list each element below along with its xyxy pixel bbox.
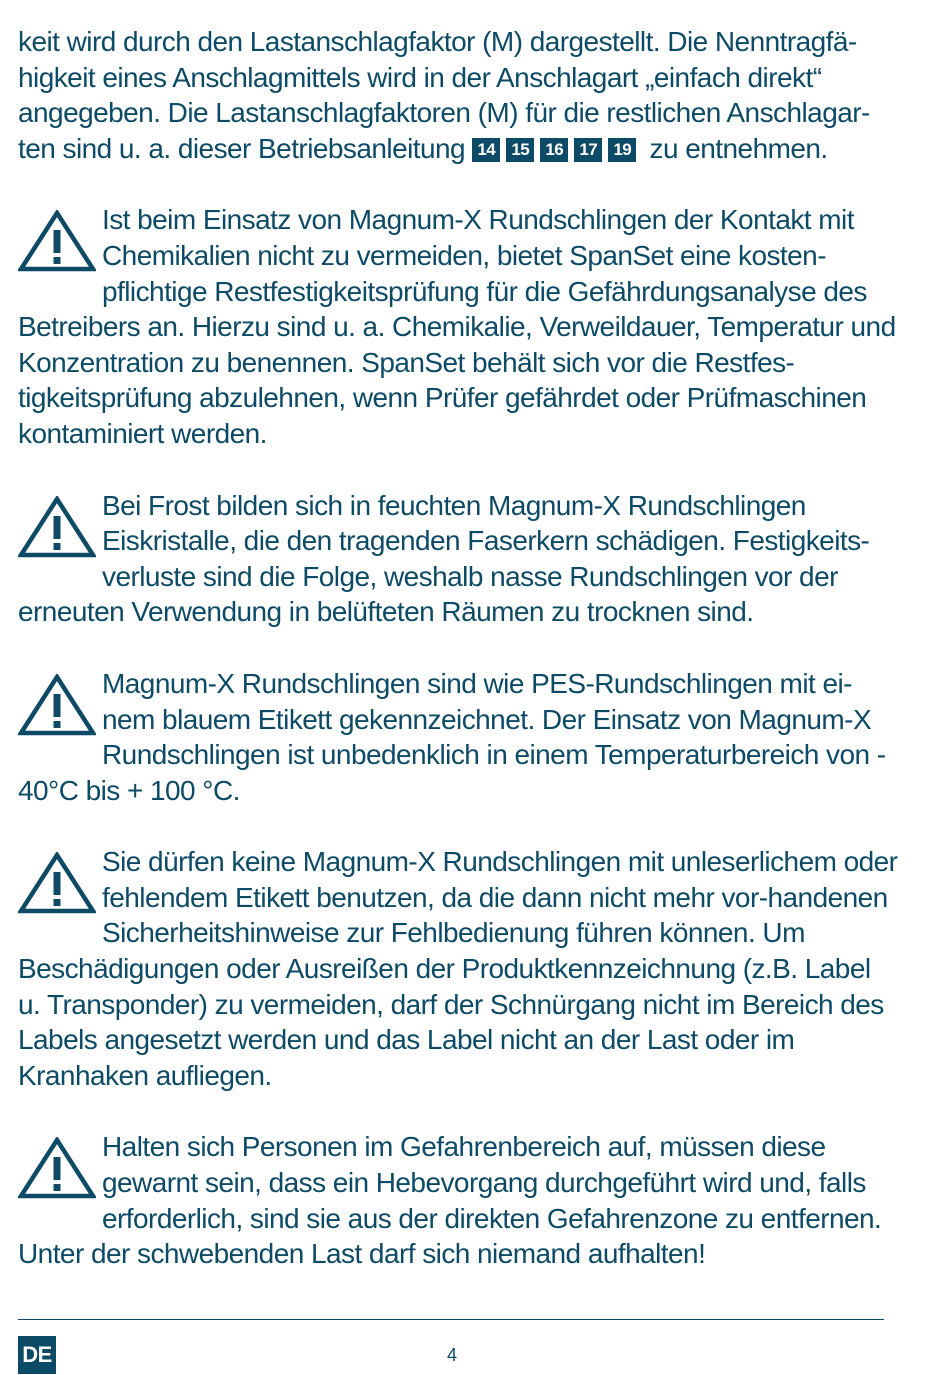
figure-ref-badge: 17 <box>574 138 602 162</box>
figure-ref-badge: 16 <box>540 138 568 162</box>
warning-block-label <box>18 844 898 1093</box>
figure-ref-badge: 19 <box>608 138 636 162</box>
intro-text-before: keit wird durch den Lastanschlagfaktor (M) dargestellt. Die Nenntragfä-higkeit eines Anschlagmittels wird in der Anschlagart „einfach direkt“ angegeben. Die Lastanschlagfaktoren (M) für die restlichen Anschlagar-ten sind u. a. dieser Betriebsanleitung <box>18 26 870 164</box>
figure-ref-badge: 15 <box>506 138 534 162</box>
warning-triangle-icon <box>18 496 98 560</box>
warning-text: Bei Frost bilden sich in feuchten Magnum-X Rundschlingen Eiskristalle, die den tragenden Faserkern schädigen. Festigkeits-verluste sind die Folge, weshalb nasse Rundschlingen vor der erneuten Verwendung in belüfteten Räumen zu trocknen sind. <box>18 489 870 628</box>
figure-ref-badge: 14 <box>472 138 500 162</box>
document-page <box>18 24 898 1308</box>
warning-block-temperature <box>18 666 898 808</box>
warning-triangle-icon <box>18 210 98 274</box>
warning-text: Halten sich Personen im Gefahrenbereich auf, müssen diese gewarnt sein, dass ein Hebevorgang durchgeführt wird und, falls erforderlich, sind sie aus der direkten Gefahrenzone zu entfernen. Unter der schwebenden Last darf sich niemand aufhalten! <box>18 1131 882 1270</box>
warning-triangle-icon <box>18 1137 98 1201</box>
warning-triangle-icon <box>18 674 98 738</box>
warning-block-chemicals <box>18 202 898 451</box>
warning-text: Sie dürfen keine Magnum-X Rundschlingen mit unleserlichem oder fehlendem Etikett benutzen, da die dann nicht mehr vor-handenen Sicherheitshinweise zur Fehlbedienung führen können. Um Beschädigungen oder Ausreißen der Produktkennzeichnung (z.B. Label u. Transponder) zu vermeiden, darf der Schnürgang nicht im Bereich des Labels angesetzt werden und das Label nicht an der Last oder im Kranhaken aufliegen. <box>18 846 898 1091</box>
footer-divider <box>18 1319 884 1320</box>
intro-text-after: zu entnehmen. <box>649 132 828 164</box>
warning-block-frost <box>18 488 898 630</box>
language-badge: DE <box>18 1336 56 1374</box>
warning-text: Ist beim Einsatz von Magnum-X Rundschlingen der Kontakt mit Chemikalien nicht zu vermeiden, bietet SpanSet eine kosten-pflichtige Restfestigkeitsprüfung für die Gefährdungsanalyse des Betreibers an. Hierzu sind u. a. Chemikalie, Verweildauer, Temperatur und Konzentration zu benennen. SpanSet behält sich vor die Restfes-tigkeitsprüfung abzulehnen, wenn Prüfer gefährdet oder Prüfmaschinen kontaminiert werden. <box>18 204 896 449</box>
intro-paragraph <box>18 24 898 166</box>
warning-triangle-icon <box>18 852 98 916</box>
warning-text: Magnum-X Rundschlingen sind wie PES-Rundschlingen mit ei-nem blauem Etikett gekennzeichnet. Der Einsatz von Magnum-X Rundschlingen ist unbedenklich in einem Temperaturbereich von - 40°C bis + 100 °C. <box>18 667 886 806</box>
figure-references <box>472 133 642 164</box>
page-number: 4 <box>446 1345 457 1365</box>
warning-block-danger-zone <box>18 1129 898 1271</box>
